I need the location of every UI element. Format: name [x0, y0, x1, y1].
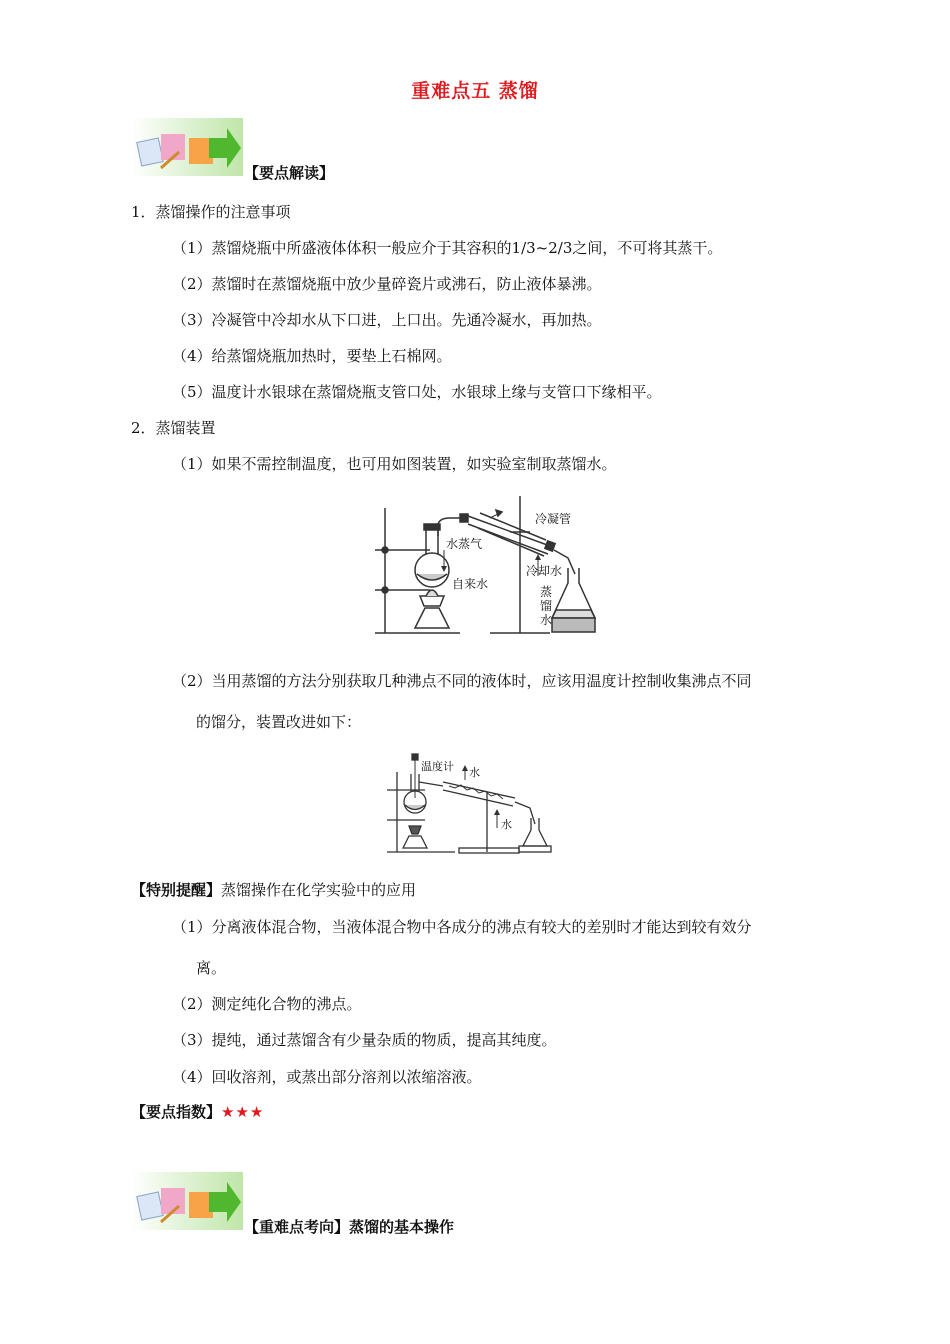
page-title: 重难点五 蒸馏	[411, 80, 539, 102]
section-header-text: 蒸馏的基本操作	[349, 1218, 455, 1236]
label-tapwater: 自来水	[452, 577, 489, 591]
list-item: （4）回收溶剂，或蒸出部分溶剂以浓缩溶液。	[172, 1068, 482, 1086]
section-header-index: 【要点指数】	[131, 1103, 222, 1121]
list-item: （4）给蒸馏烧瓶加热时，要垫上石棉网。	[172, 347, 452, 365]
list-item-continued: 离。	[196, 959, 227, 977]
heading-distillation-apparatus: 2．蒸馏装置	[131, 419, 216, 437]
list-item: （2）当用蒸馏的方法分别获取几种沸点不同的液体时，应该用温度计控制收集沸点不同	[172, 672, 752, 690]
list-item: （1）如果不需控制温度，也可用如图装置，如实验室制取蒸馏水。	[172, 455, 617, 473]
section-header-key-directions	[244, 1216, 454, 1237]
label-condenser: 冷凝管	[535, 512, 572, 526]
section-header-key-points: 【要点解读】	[244, 164, 335, 182]
reminder-text: 蒸馏操作在化学实验中的应用	[221, 881, 417, 899]
section-header-reminder: 【特别提醒】	[131, 881, 222, 899]
special-reminder	[131, 879, 416, 900]
list-item: （3）提纯，通过蒸馏含有少量杂质的物质，提高其纯度。	[172, 1031, 557, 1049]
distillation-apparatus-figure	[370, 488, 620, 638]
list-item: （1）蒸馏烧瓶中所盛液体体积一般应介于其容积的1/3~2/3之间，不可将其蒸干。	[172, 239, 723, 257]
label-distilled-2: 馏	[540, 599, 553, 613]
heading-distillation-notes: 1．蒸馏操作的注意事项	[131, 203, 291, 221]
label-coolwater: 冷却水	[526, 564, 563, 578]
list-item-continued: 的馏分，装置改进如下：	[196, 713, 362, 731]
label-water-top: 水	[469, 766, 480, 779]
label-water-bottom: 水	[501, 818, 512, 831]
list-item: （3）冷凝管中冷却水从下口进，上口出。先通冷凝水，再加热。	[172, 311, 602, 329]
key-point-index	[131, 1101, 264, 1122]
label-thermometer: 温度计	[421, 760, 454, 773]
list-item: （5）温度计水银球在蒸馏烧瓶支管口处，水银球上缘与支管口下缘相平。	[172, 383, 662, 401]
label-distilled-1: 蒸	[540, 585, 553, 599]
label-steam: 水蒸气	[446, 537, 483, 551]
star-rating-icon: ★★★	[221, 1103, 265, 1121]
banner-decoration-icon	[131, 118, 243, 176]
section-header-label: 【重难点考向】	[244, 1218, 350, 1236]
label-distilled-3: 水	[540, 613, 553, 627]
list-item: （1）分离液体混合物，当液体混合物中各成分的沸点有较大的差别时才能达到较有效分	[172, 918, 752, 936]
improved-distillation-figure	[385, 752, 565, 856]
list-item: （2）测定纯化合物的沸点。	[172, 995, 362, 1013]
list-item: （2）蒸馏时在蒸馏烧瓶中放少量碎瓷片或沸石，防止液体暴沸。	[172, 275, 602, 293]
banner-decoration-icon	[131, 1172, 243, 1230]
